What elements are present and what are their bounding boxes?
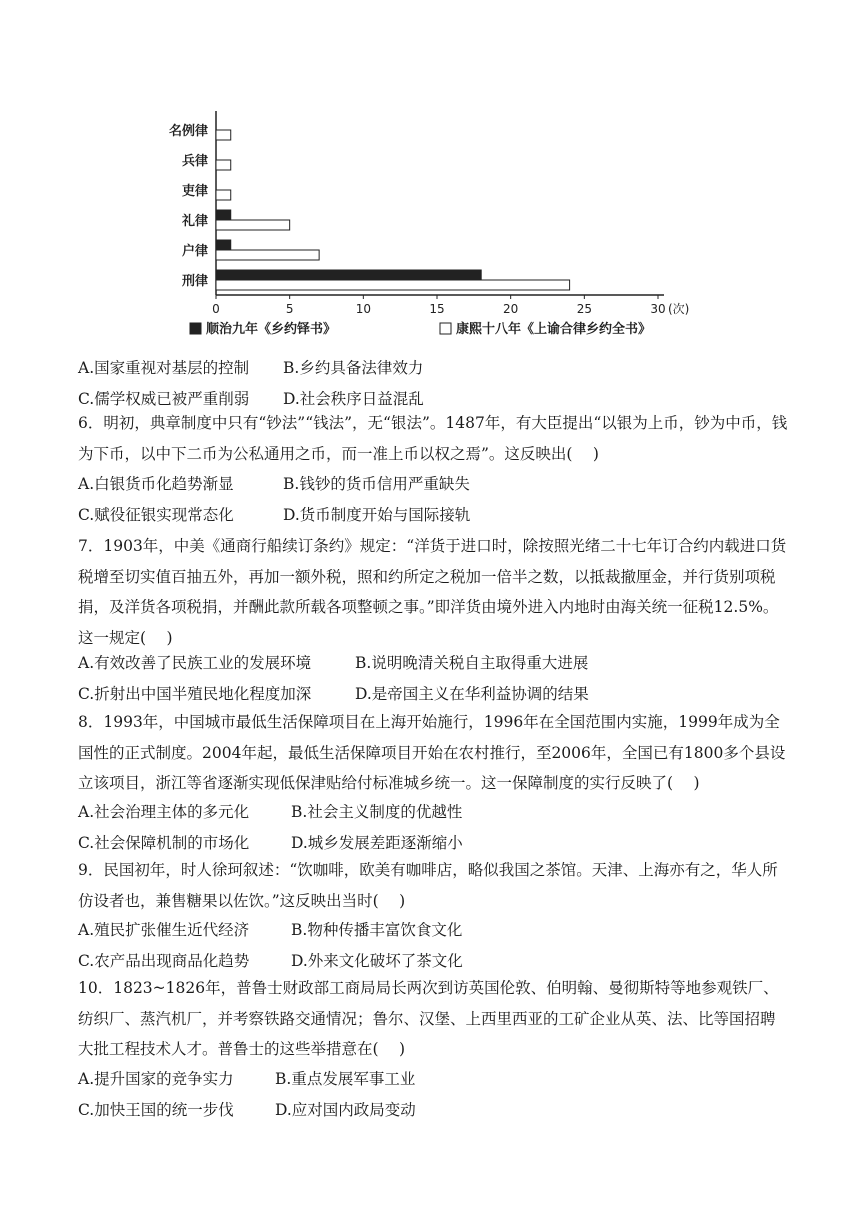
option-a: A.提升国家的竞争实力 [78, 1070, 234, 1088]
x-tick-label: 10 [355, 302, 371, 316]
option-b: B.乡约具备法律效力 [283, 359, 424, 377]
option-row [78, 1095, 416, 1126]
option-d: D.货币制度开始与国际接轨 [283, 505, 471, 524]
option-d: D.是帝国主义在华利益协调的结果 [355, 684, 589, 703]
category-label: 名例律 [168, 124, 208, 139]
legend-label: 顺治九年《乡约铎书》 [206, 322, 337, 337]
question-10-options [78, 1064, 416, 1125]
bar [216, 240, 231, 250]
x-tick-label: 25 [576, 302, 592, 316]
bar [216, 130, 231, 140]
option-a: A.社会治理主体的多元化 [78, 803, 250, 821]
bar [216, 160, 231, 170]
question-10 [78, 973, 790, 1065]
x-axis-unit: (次) [668, 302, 690, 316]
x-tick-label: 20 [503, 302, 519, 316]
option-row [78, 946, 463, 977]
question-8-options [78, 797, 463, 858]
question-9-stem: 9．民国初年，时人徐珂叙述：“饮咖啡，欧美有咖啡店，略似我国之茶馆。天津、上海亦有之，华人所仿设者也，兼售糖果以佐饮。”这反映出当时( ) [78, 861, 778, 910]
option-c: C.折射出中国半殖民地化程度加深 [78, 684, 312, 703]
x-tick-label: 15 [429, 302, 445, 316]
question-7-stem: 7．1903年，中美《通商行船续订条约》规定：“洋货于进口时，除按照光绪二十七年订合约内载进口货税增至切实值百抽五外，再加一额外税，照和约所定之税加一倍半之数，以抵裁撤厘金，并行货别项税捐，及洋货各项税捐，并酬此款所载各项整顿之事。”即洋货由境外进入内地时由海关统一征税12.5%。这一规定( ) [78, 537, 787, 647]
x-tick-label: 0 [212, 302, 220, 316]
option-d: D.应对国内政局变动 [275, 1100, 416, 1119]
category-label: 兵律 [181, 154, 208, 169]
option-row [78, 915, 463, 946]
option-row [78, 469, 470, 500]
option-d: D.社会秩序日益混乱 [283, 389, 424, 408]
option-c: C.农产品出现商品化趋势 [78, 951, 250, 970]
question-9 [78, 855, 790, 916]
chart-plot-area [169, 111, 689, 316]
question-6-stem: 6．明初，典章制度中只有“钞法”“钱法”，无“银法”。1487年，有大臣提出“以银为上币，钞为中币，钱为下币，以中下二币为公私通用之币，而一准上币以权之焉”。这反映出( ) [78, 414, 788, 463]
question-7-options [78, 648, 589, 709]
option-c: C.儒学权威已被严重削弱 [78, 389, 250, 408]
option-a: A.殖民扩张催生近代经济 [78, 921, 250, 939]
category-label: 刑律 [181, 274, 208, 289]
option-b: B.说明晚清关税自主取得重大进展 [355, 654, 589, 672]
legend-label: 康熙十八年《上谕合律乡约全书》 [456, 322, 652, 337]
bar [216, 280, 570, 290]
bar [216, 190, 231, 200]
option-row [78, 353, 424, 384]
legend-swatch [190, 323, 201, 334]
option-a: A.白银货币化趋势渐显 [78, 475, 234, 493]
question-6-options [78, 469, 470, 530]
option-b: B.物种传播丰富饮食文化 [291, 921, 463, 939]
bar [216, 270, 481, 280]
option-row [78, 1064, 416, 1095]
bar [216, 250, 319, 260]
option-c: C.赋役征银实现常态化 [78, 505, 234, 524]
option-d: D.城乡发展差距逐渐缩小 [291, 833, 463, 852]
bar [216, 220, 290, 230]
question-10-stem: 10．1823~1826年，普鲁士财政部工商局局长两次到访英国伦敦、伯明翰、曼彻斯特等地参观铁厂、纺织厂、蒸汽机厂，并考察铁路交通情况；鲁尔、汉堡、上西里西亚的工矿企业从英、法、比等国招聘大批工程技术人才。普鲁士的这些举措意在( ) [78, 979, 779, 1058]
question-5-options [78, 353, 424, 414]
category-label: 礼律 [181, 214, 208, 229]
question-6 [78, 408, 790, 469]
option-row [78, 500, 470, 531]
option-row [78, 679, 589, 710]
category-label: 户律 [181, 244, 208, 259]
question-8 [78, 707, 790, 799]
option-row [78, 648, 589, 679]
option-c: C.加快王国的统一步伐 [78, 1100, 234, 1119]
x-tick-label: 5 [285, 302, 294, 316]
option-b: B.重点发展军事工业 [275, 1070, 416, 1088]
x-tick-label: 30 [650, 302, 666, 316]
option-a: A.有效改善了民族工业的发展环境 [78, 654, 312, 672]
option-c: C.社会保障机制的市场化 [78, 833, 250, 852]
option-d: D.外来文化破坏了茶文化 [291, 951, 463, 970]
option-row [78, 797, 463, 828]
question-9-options [78, 915, 463, 976]
option-b: B.钱钞的货币信用严重缺失 [283, 475, 470, 493]
bar [216, 210, 231, 220]
chart-legend [190, 321, 651, 337]
question-8-stem: 8．1993年，中国城市最低生活保障项目在上海开始施行，1996年在全国范围内实施，1999年成为全国性的正式制度。2004年起，最低生活保障项目开始在农村推行，至2006年，全国已有1800多个县设立该项目，浙江等省逐渐实现低保津贴给付标准城乡统一。这一保障制度的实行反映了( ) [78, 713, 786, 792]
category-label: 吏律 [181, 184, 208, 199]
option-b: B.社会主义制度的优越性 [291, 803, 463, 821]
bar-chart [150, 95, 710, 355]
option-a: A.国家重视对基层的控制 [78, 359, 250, 377]
option-row [78, 828, 463, 859]
legend-swatch [440, 323, 451, 334]
question-7 [78, 531, 790, 653]
